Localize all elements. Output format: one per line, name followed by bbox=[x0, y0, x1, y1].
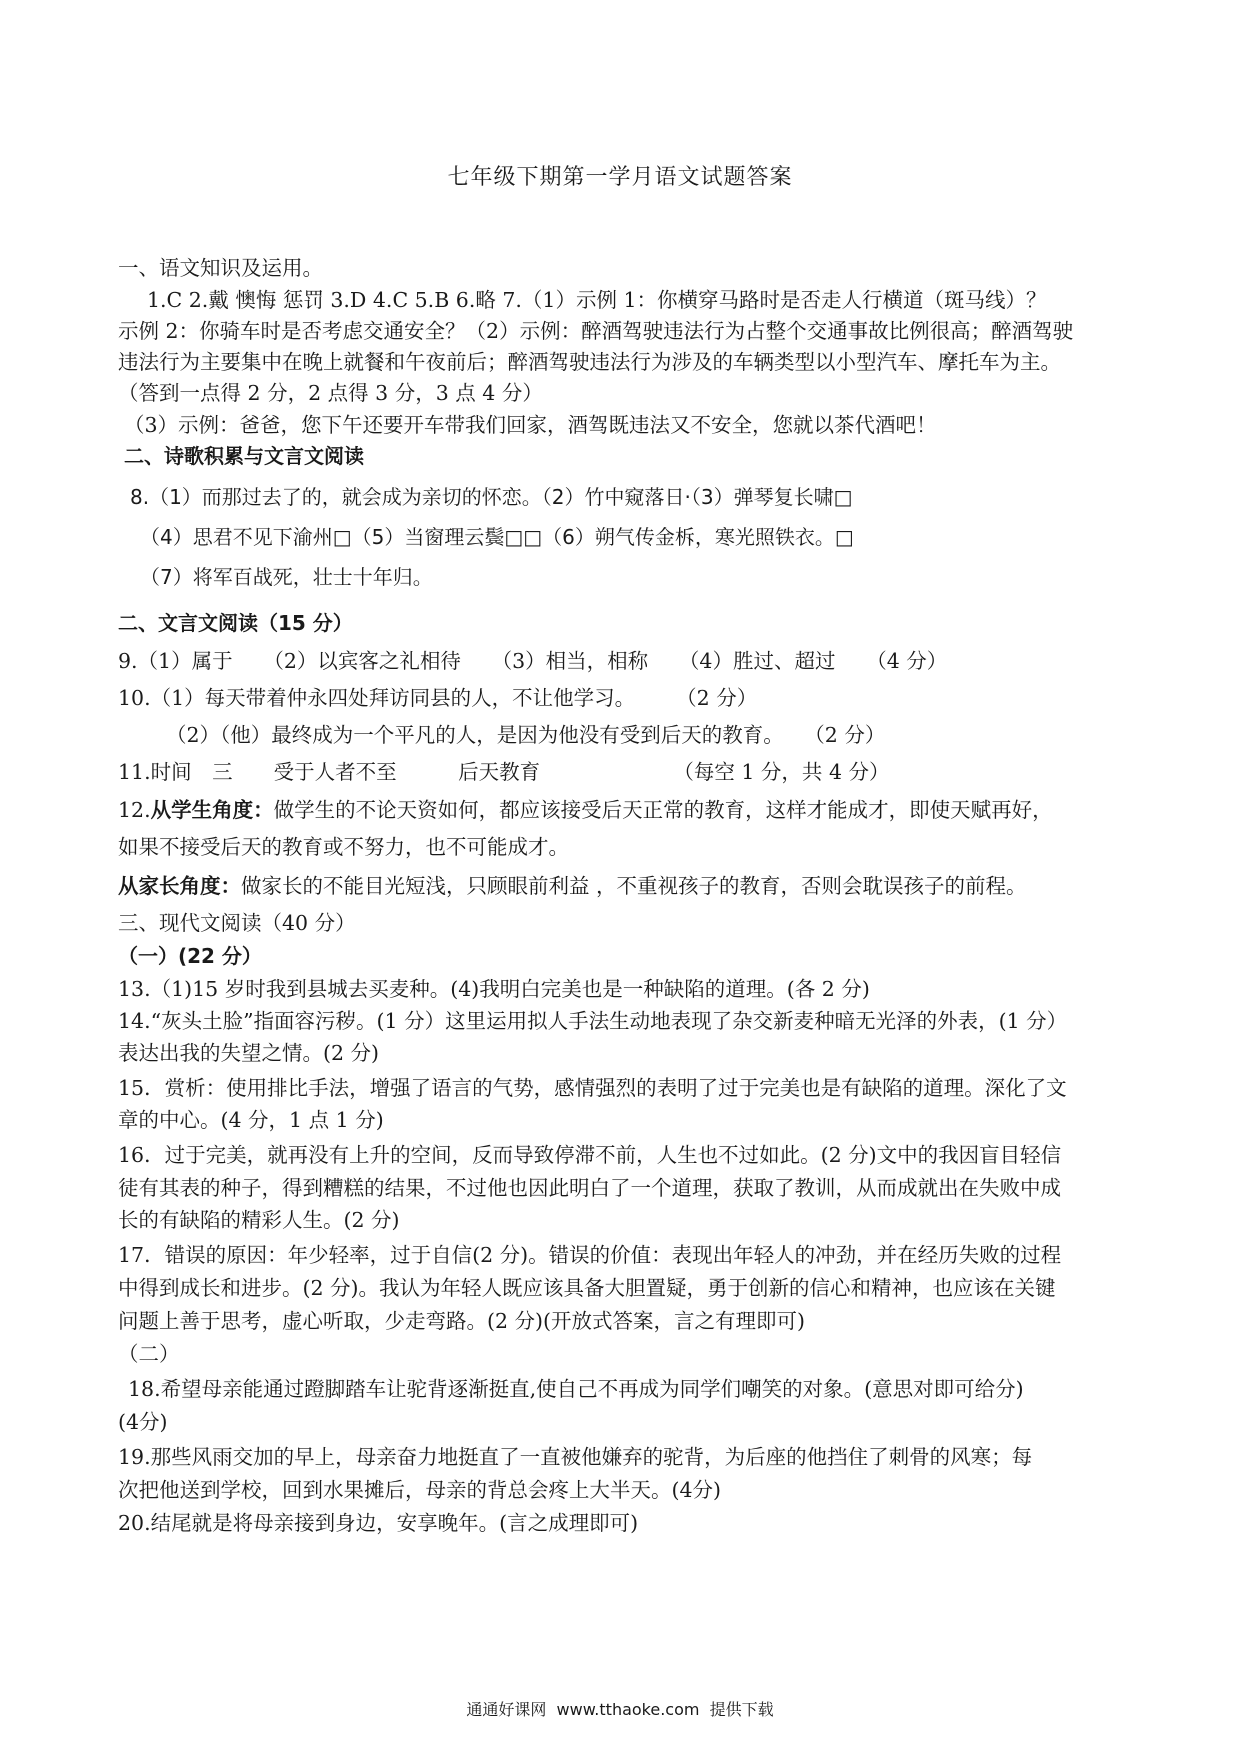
answer-line: 表达出我的失望之情。(2 分) bbox=[118, 1041, 380, 1065]
answer-line-12: 12.从学生角度：做学生的不论天资如何，都应该接受后天正常的教育，这样才能成才，即使天赋再好， bbox=[118, 798, 1053, 822]
answer-line: 从家长角度：做家长的不能目光短浅，只顾眼前利益 ，不重视孩子的教育，否则会耽误孩子的前程。 bbox=[118, 874, 1027, 898]
answer-line: 次把他送到学校，回到水果摊后，母亲的背总会疼上大半天。(4分) bbox=[118, 1478, 722, 1502]
answer-line: 13.（1)15 岁时我到县城去买麦种。(4)我明白完美也是一种缺陷的道理。(各 2 分) bbox=[118, 977, 870, 1001]
answer-line: 徒有其表的种子，得到糟糕的结果，不过他也因此明白了一个道理，获取了教训，从而成就出在失败中成 bbox=[118, 1176, 1061, 1200]
answer-line: （3）示例：爸爸，您下午还要开车带我们回家，酒驾既违法又不安全，您就以茶代酒吧！ bbox=[124, 413, 937, 437]
section-heading-2: 二、诗歌积累与文言文阅读 bbox=[124, 444, 364, 468]
lead-label: 从家长角度： bbox=[118, 874, 241, 898]
answer-line: （4）思君不见下渝州□（5）当窗理云鬓□□（6）朔气传金柝，寒光照铁衣。□ bbox=[140, 525, 854, 549]
answer-line: 20.结尾就是将母亲接到身边，安享晚年。(言之成理即可) bbox=[118, 1511, 639, 1535]
footer-suffix: 提供下载 bbox=[709, 1700, 774, 1719]
answer-line: 示例 2：你骑车时是否考虑交通安全？（2）示例：醉酒驾驶违法行为占整个交通事故比例很高；醉酒驾驶 bbox=[118, 319, 1074, 343]
answer-line: 14.“灰头土脸”指面容污秽。(1 分）这里运用拟人手法生动地表现了杂交新麦种暗无光泽的外表，(1 分） bbox=[118, 1009, 1068, 1033]
answer-line: （7）将军百战死，壮士十年归。 bbox=[140, 565, 433, 589]
answer-line: （2）（他）最终成为一个平凡的人，是因为他没有受到后天的教育。 （2 分） bbox=[166, 723, 886, 747]
answer-line: 长的有缺陷的精彩人生。(2 分) bbox=[118, 1208, 400, 1232]
section-heading-1: 一、语文知识及运用。 bbox=[118, 256, 323, 280]
footer-url[interactable]: www.tthaoke.com bbox=[556, 1700, 700, 1719]
page-footer bbox=[0, 1697, 1240, 1720]
answer-line: 11.时间 三 受于人者不至 后天教育 （每空 1 分，共 4 分） bbox=[118, 760, 890, 784]
answer-line: 10.（1）每天带着仲永四处拜访同县的人，不让他学习。 （2 分） bbox=[118, 686, 758, 710]
answer-line: 问题上善于思考，虚心听取，少走弯路。(2 分)(开放式答案，言之有理即可) bbox=[118, 1309, 806, 1333]
answer-line: 中得到成长和进步。(2 分)。我认为年轻人既应该具备大胆置疑，勇于创新的信心和精神，也应该在关键 bbox=[118, 1276, 1056, 1300]
answer-line: 18.希望母亲能通过蹬脚踏车让驼背逐渐挺直,使自己不再成为同学们嘲笑的对象。(意思对即可给分) bbox=[128, 1377, 1024, 1401]
answer-line: 1.C 2.戴 懊悔 惩罚 3.D 4.C 5.B 6.略 7.（1）示例 1：你横穿马路时是否走人行横道（斑马线）？ bbox=[147, 288, 1047, 312]
answer-line: （答到一点得 2 分，2 点得 3 分，3 点 4 分） bbox=[118, 381, 543, 405]
answer-line: 19.那些风雨交加的早上，母亲奋力地挺直了一直被他嫌弃的驼背，为后座的他挡住了刺骨的风寒；每 bbox=[118, 1445, 1033, 1469]
answer-line: 15．赏析：使用排比手法，增强了语言的气势，感情强烈的表明了过于完美也是有缺陷的道理。深化了文 bbox=[118, 1076, 1067, 1100]
subsection-heading: （一）(22 分） bbox=[118, 944, 262, 968]
answer-line: (4分) bbox=[118, 1410, 168, 1434]
lead-label: 从学生角度： bbox=[150, 798, 274, 822]
answer-line: 如果不接受后天的教育或不努力，也不可能成才。 bbox=[118, 835, 569, 859]
footer-site-name: 通通好课网 bbox=[466, 1700, 547, 1719]
answer-line: 章的中心。(4 分，1 点 1 分) bbox=[118, 1108, 384, 1132]
section-heading-4: 三、现代文阅读（40 分） bbox=[118, 911, 356, 935]
answer-line: 17．错误的原因：年少轻率，过于自信(2 分)。错误的价值：表现出年轻人的冲劲，并在经历失败的过程 bbox=[118, 1243, 1062, 1267]
answer-line: 违法行为主要集中在晚上就餐和午夜前后；醉酒驾驶违法行为涉及的车辆类型以小型汽车、摩托车为主。 bbox=[118, 350, 1061, 374]
answer-line: 8.（1）而那过去了的，就会成为亲切的怀恋。（2）竹中窥落日·（3）弹琴复长啸□ bbox=[130, 485, 853, 509]
section-heading-3: 二、文言文阅读（15 分） bbox=[118, 611, 353, 635]
answer-line: 9.（1）属于 （2）以宾客之礼相待 （3）相当，相称 （4）胜过、超过 （4 分） bbox=[118, 649, 948, 673]
subsection-heading: （二） bbox=[118, 1342, 180, 1366]
answer-line: 16．过于完美，就再没有上升的空间，反而导致停滞不前，人生也不过如此。(2 分)文中的我因盲目轻信 bbox=[118, 1143, 1062, 1167]
page-title: 七年级下期第一学月语文试题答案 bbox=[447, 165, 793, 190]
